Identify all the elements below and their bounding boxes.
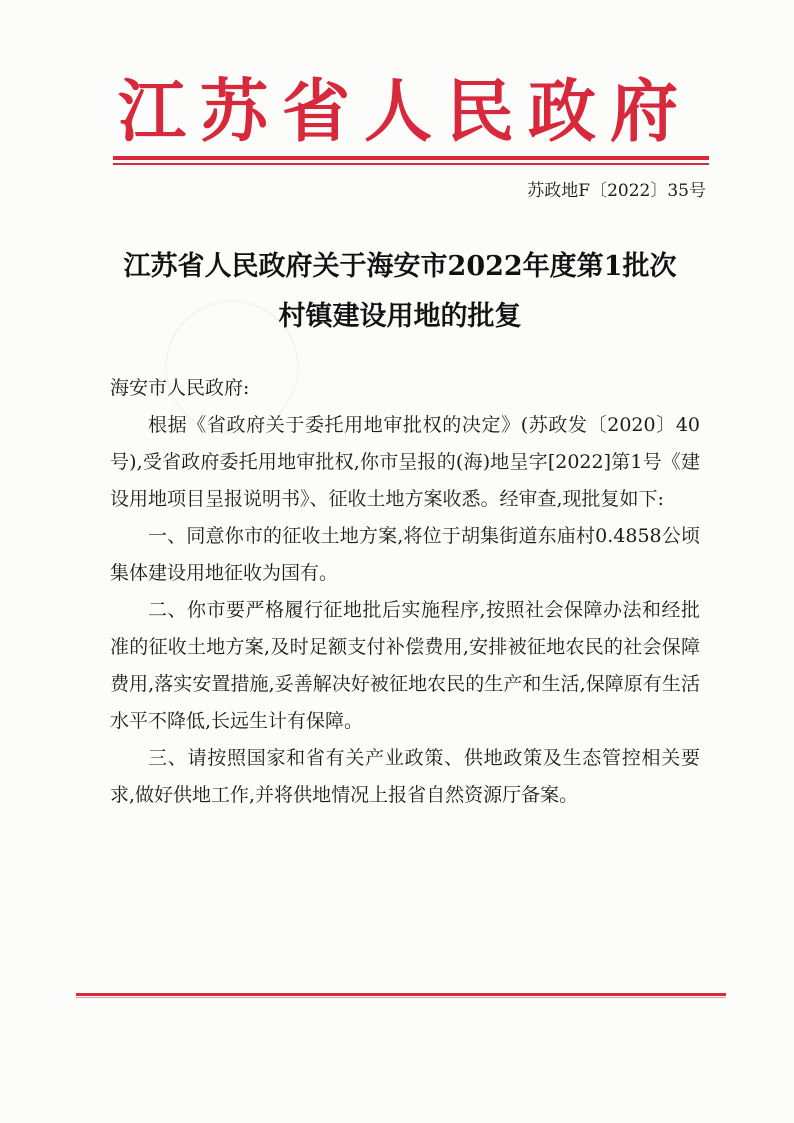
footer-rule-shadow (76, 997, 726, 998)
title-line-1: 江苏省人民政府关于海安市2022年度第1批次 (123, 251, 677, 282)
footer-rule (76, 993, 726, 996)
paragraph-item-2: 二、你市要严格履行征地批后实施程序,按照社会保障办法和经批准的征收土地方案,及时足额支付补偿费用,安排被征地农民的社会保障费用,落实安置措施,妥善解决好被征地农民的生产和生活,保障原有生活水平不降低,长远生计有保障。 (110, 599, 700, 732)
addressee: 海安市人民政府: (110, 377, 250, 399)
masthead-rule-thick (113, 156, 709, 160)
title-line-2: 村镇建设用地的批复 (278, 301, 522, 332)
document-title (100, 242, 700, 342)
paragraph-item-3: 三、请按照国家和省有关产业政策、供地政策及生态管控相关要求,做好供地工作,并将供地情况上报省自然资源厅备案。 (110, 747, 700, 806)
masthead-issuer: 江苏省人民政府 (118, 72, 693, 152)
document-body (110, 370, 700, 814)
paragraph-item-1: 一、同意你市的征收土地方案,将位于胡集街道东庙村0.4858公顷集体建设用地征收为国有。 (110, 525, 700, 584)
paragraph-intro: 根据《省政府关于委托用地审批权的决定》(苏政发〔2020〕40号),受省政府委托用地审批权,你市呈报的(海)地呈字[2022]第1号《建设用地项目呈报说明书》、征收土地方案收悉。经审查,现批复如下: (110, 414, 700, 510)
document-number: 苏政地F〔2022〕35号 (527, 181, 706, 201)
masthead-rule-thin (113, 163, 709, 165)
